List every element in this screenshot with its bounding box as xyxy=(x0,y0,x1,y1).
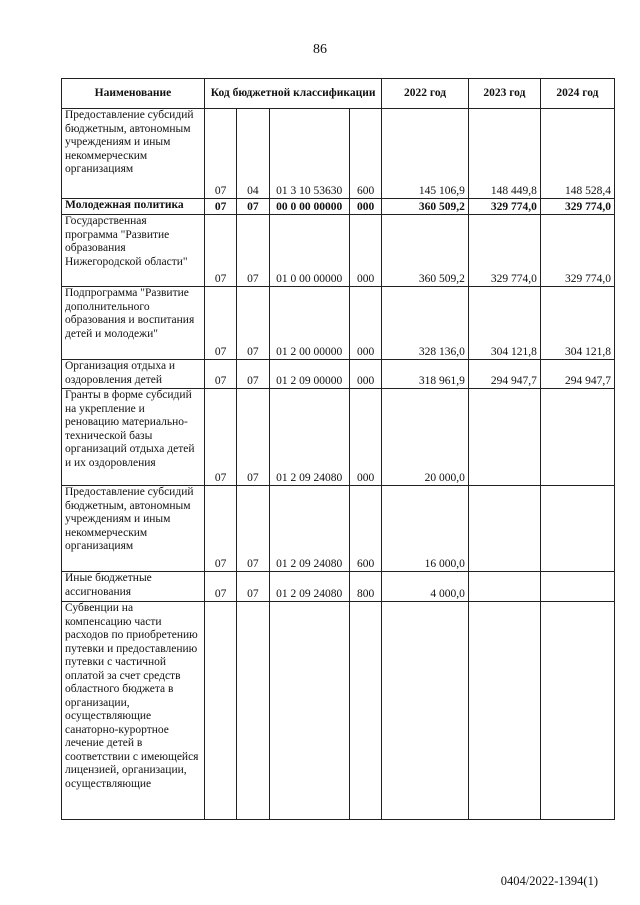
cell-v2023 xyxy=(468,572,540,602)
cell-name: Подпрограмма "Развитие дополнительного образования и воспитания детей и молодежи" xyxy=(62,287,205,360)
cell-c3: 01 2 09 00000 xyxy=(269,360,349,389)
cell-v2023: 329 774,0 xyxy=(468,199,540,215)
cell-v2023 xyxy=(468,389,540,486)
cell-c1: 07 xyxy=(204,109,236,199)
cell-c3: 01 3 10 53630 xyxy=(269,109,349,199)
cell-c3: 01 2 09 24080 xyxy=(269,572,349,602)
table-row xyxy=(62,360,615,389)
cell-v2023 xyxy=(468,486,540,572)
cell-c2: 07 xyxy=(237,389,269,486)
cell-v2022: 145 106,9 xyxy=(382,109,469,199)
cell-v2022 xyxy=(382,602,469,820)
cell-c4: 000 xyxy=(349,389,381,486)
cell-c3: 01 2 00 00000 xyxy=(269,287,349,360)
cell-v2024: 148 528,4 xyxy=(540,109,614,199)
cell-c4: 000 xyxy=(349,360,381,389)
table-row xyxy=(62,287,615,360)
cell-c2: 07 xyxy=(237,572,269,602)
cell-v2024: 329 774,0 xyxy=(540,199,614,215)
cell-name: Предоставление субсидий бюджетным, автономным учреждениям и иным некоммерческим организациям xyxy=(62,486,205,572)
cell-c1: 07 xyxy=(204,360,236,389)
cell-v2023: 329 774,0 xyxy=(468,215,540,287)
page-number: 86 xyxy=(313,42,327,57)
cell-v2023: 148 449,8 xyxy=(468,109,540,199)
cell-v2022: 360 509,2 xyxy=(382,199,469,215)
cell-name: Молодежная политика xyxy=(62,199,205,215)
cell-name: Гранты в форме субсидий на укрепление и реновацию материально-технической базы организаций отдыха детей и их оздоровления xyxy=(62,389,205,486)
cell-v2022: 318 961,9 xyxy=(382,360,469,389)
cell-v2022: 16 000,0 xyxy=(382,486,469,572)
table-row xyxy=(62,199,615,215)
cell-c2: 07 xyxy=(237,215,269,287)
header-code: Код бюджетной классификации xyxy=(204,79,381,109)
cell-c2: 07 xyxy=(237,199,269,215)
cell-v2024: 304 121,8 xyxy=(540,287,614,360)
table-row xyxy=(62,109,615,199)
cell-c1: 07 xyxy=(204,486,236,572)
cell-c3: 01 2 09 24080 xyxy=(269,486,349,572)
table-row xyxy=(62,389,615,486)
cell-c1: 07 xyxy=(204,215,236,287)
cell-c1: 07 xyxy=(204,287,236,360)
cell-c2 xyxy=(237,602,269,820)
table-row xyxy=(62,215,615,287)
cell-v2024: 329 774,0 xyxy=(540,215,614,287)
cell-v2022: 20 000,0 xyxy=(382,389,469,486)
cell-v2024 xyxy=(540,486,614,572)
cell-v2023: 294 947,7 xyxy=(468,360,540,389)
cell-v2023 xyxy=(468,602,540,820)
table-header-row xyxy=(62,79,615,109)
cell-c4: 000 xyxy=(349,199,381,215)
cell-v2023: 304 121,8 xyxy=(468,287,540,360)
cell-name: Предоставление субсидий бюджетным, автономным учреждениям и иным некоммерческим организациям xyxy=(62,109,205,199)
cell-c2: 07 xyxy=(237,287,269,360)
cell-c2: 07 xyxy=(237,486,269,572)
cell-c1: 07 xyxy=(204,389,236,486)
table-row xyxy=(62,572,615,602)
cell-c4: 000 xyxy=(349,287,381,360)
cell-c2: 07 xyxy=(237,360,269,389)
cell-v2024 xyxy=(540,572,614,602)
cell-v2022: 4 000,0 xyxy=(382,572,469,602)
cell-v2022: 360 509,2 xyxy=(382,215,469,287)
cell-c3: 01 0 00 00000 xyxy=(269,215,349,287)
cell-v2022: 328 136,0 xyxy=(382,287,469,360)
document-code: 0404/2022-1394(1) xyxy=(500,874,598,888)
cell-c3: 01 2 09 24080 xyxy=(269,389,349,486)
cell-name: Организация отдыха и оздоровления детей xyxy=(62,360,205,389)
cell-v2024: 294 947,7 xyxy=(540,360,614,389)
cell-c4: 800 xyxy=(349,572,381,602)
cell-c1 xyxy=(204,602,236,820)
header-name: Наименование xyxy=(62,79,205,109)
cell-name: Иные бюджетные ассигнования xyxy=(62,572,205,602)
cell-c1: 07 xyxy=(204,572,236,602)
header-2024: 2024 год xyxy=(540,79,614,109)
cell-name: Государственная программа "Развитие образования Нижегородской области" xyxy=(62,215,205,287)
header-2023: 2023 год xyxy=(468,79,540,109)
table-row xyxy=(62,602,615,820)
table-row xyxy=(62,486,615,572)
cell-v2024 xyxy=(540,389,614,486)
header-2022: 2022 год xyxy=(382,79,469,109)
cell-c1: 07 xyxy=(204,199,236,215)
cell-c4 xyxy=(349,602,381,820)
cell-c3 xyxy=(269,602,349,820)
cell-c2: 04 xyxy=(237,109,269,199)
budget-table xyxy=(61,78,615,820)
cell-c4: 000 xyxy=(349,215,381,287)
cell-v2024 xyxy=(540,602,614,820)
cell-c4: 600 xyxy=(349,109,381,199)
cell-name: Субвенции на компенсацию части расходов по приобретению путевки и предоставлению путевки с частичной оплатой за счет средств областного бюджета в организации, осуществляющие санаторно-курортное лечение детей в соответствии с имеющейся лицензией, организации, осуществляющие xyxy=(62,602,205,820)
cell-c3: 00 0 00 00000 xyxy=(269,199,349,215)
cell-c4: 600 xyxy=(349,486,381,572)
